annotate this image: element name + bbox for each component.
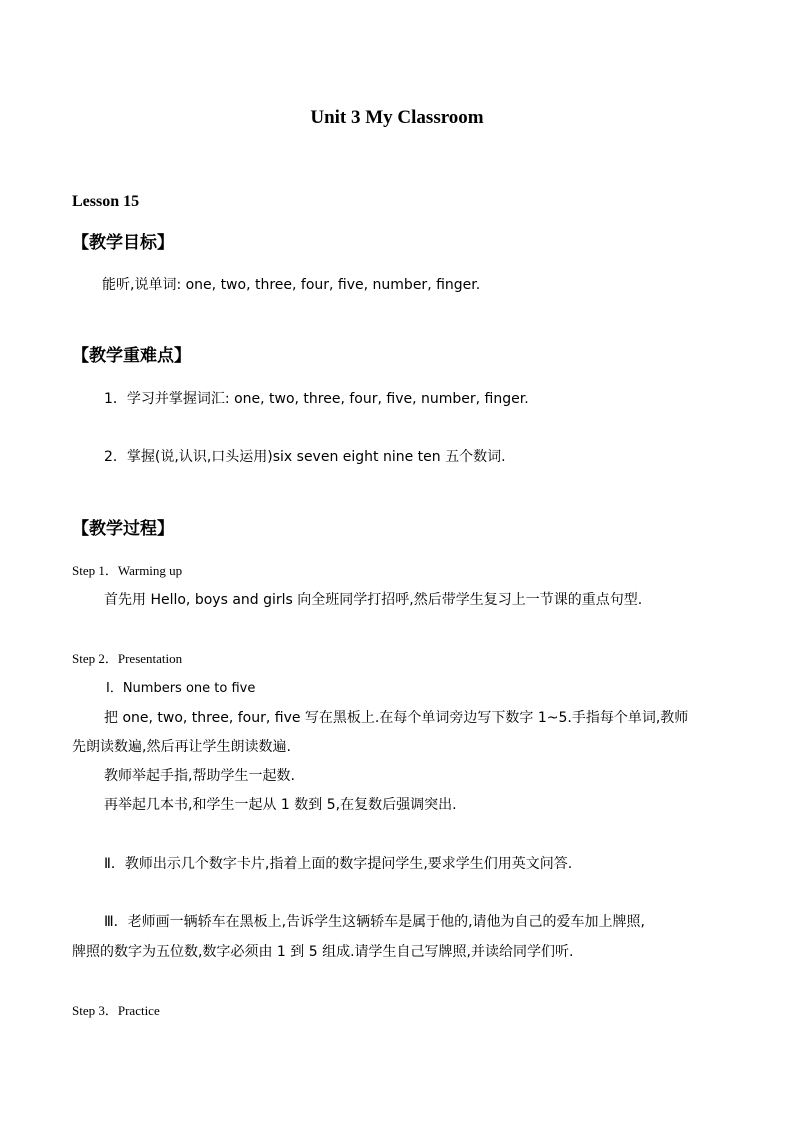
step-1-text: 首先用 Hello, boys and girls 向全班同学打招呼,然后带学生复习上一节课的重点句型. [104, 592, 643, 608]
part-1-line-2: 先朗读数遍,然后再让学生朗读数遍. [72, 739, 291, 755]
part-3-line-1: Ⅲ．老师画一辆轿车在黑板上,告诉学生这辆轿车是属于他的,请他为自己的爱车加上牌照, [104, 914, 646, 930]
part-1-title: Ⅰ．Numbers one to five [106, 681, 256, 696]
lesson-heading: Lesson 15 [72, 193, 140, 210]
key-points-heading: 【教学重难点】 [72, 346, 191, 366]
step-2-title: Step 2．Presentation [72, 651, 183, 666]
part-2-text: Ⅱ．教师出示几个数字卡片,指着上面的数字提问学生,要求学生们用英文问答. [104, 856, 573, 872]
key-point-item-1: 1．学习并掌握词汇: one, two, three, four, five, number, finger. [104, 391, 529, 407]
key-point-item-2: 2．掌握(说,认识,口头运用)six seven eight nine ten 五个数词. [104, 449, 506, 465]
part-1-line-1: 把 one, two, three, four, five 写在黑板上.在每个单词旁边写下数字 1~5.手指每个单词,教师 [104, 710, 689, 726]
objectives-text: 能听,说单词: one, two, three, four, five, number, finger. [102, 277, 481, 293]
part-3-line-2: 牌照的数字为五位数,数字必须由 1 到 5 组成.请学生自己写牌照,并读给同学们听. [72, 944, 574, 960]
objectives-heading: 【教学目标】 [72, 233, 174, 253]
part-1-line-4: 再举起几本书,和学生一起从 1 数到 5,在复数后强调突出. [104, 797, 457, 813]
part-1-line-3: 教师举起手指,帮助学生一起数. [104, 768, 295, 784]
step-3-title: Step 3．Practice [72, 1003, 160, 1018]
step-1-title: Step 1．Warming up [72, 563, 183, 578]
process-heading: 【教学过程】 [72, 519, 174, 539]
document-title: Unit 3 My Classroom [310, 107, 484, 128]
